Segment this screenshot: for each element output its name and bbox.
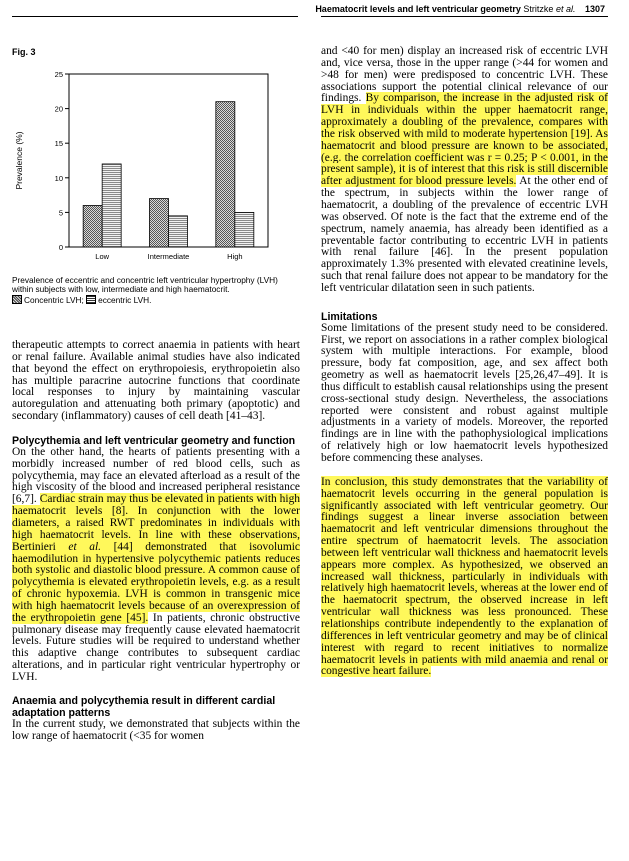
- running-authors: Stritzke: [523, 4, 554, 14]
- x-tick-label: Intermediate: [147, 252, 190, 261]
- bar-concentric-high: [216, 102, 235, 247]
- y-tick-label: 0: [58, 243, 63, 252]
- bar-concentric-intermediate: [150, 199, 169, 247]
- heading-polycythemia: Polycythemia and left ventricular geometry and function: [12, 434, 296, 447]
- prevalence-bar-chart: [0, 60, 300, 270]
- figure-label: Fig. 3: [12, 47, 36, 57]
- conclusion-paragraph: [321, 477, 608, 678]
- legend-concentric: Concentric LVH;: [24, 294, 84, 305]
- header-rule-right: [321, 16, 608, 17]
- left-paragraph-2: [12, 447, 300, 684]
- left-paragraph-3: In the current study, we demonstrated that subjects within the low range of haematocrit (<35 for women: [12, 717, 300, 742]
- y-tick-label: 5: [58, 208, 63, 218]
- bar-eccentric-intermediate: [169, 216, 188, 247]
- right-paragraph-1: and <40 for men) display an increased risk of eccentric LVH and, vice versa, those in the upper range (>44 for women and >48 for men) were predisposed to concentric LVH. These associations support the potential clinical relevance of our findings. By comparison, the increase in the adjusted risk of LVH in individuals within the upper haematocrit range, approximately a doubling of the prevalence, compares with the risk observed with mild to moderate hypertension [19]. As haematocrit and blood pressure are known to be associated, (e.g. the correlation coefficient was r = 0.25; P < 0.001, in the present sample), it is of interest that this risk is still discernible after adjustment for blood pressure levels. At the other end of the spectrum, in subjects within the lower range of haematocrit, a doubling of the prevalence of eccentric LVH was observed. Of note is the fact that the extreme end of the spectrum, namely anaemia, has already been identified as a preventable factor contributing to eccentric LVH in patients with renal failure [46]. In the present population approximately 1.3% presented with elevated creatinine levels, such that renal failure does not appear to be mandatory for the left ventricular dilatation seen in such patients.: [321, 45, 608, 294]
- y-tick-label: 20: [54, 104, 63, 114]
- header-rule-left: [12, 16, 298, 17]
- x-tick-label: High: [227, 252, 243, 261]
- running-title: Haematocrit levels and left ventricular geometry: [315, 4, 521, 14]
- bar-concentric-low: [83, 205, 102, 247]
- highlight-adjusted-risk: By comparison, the increase in the adjusted risk of LVH in individuals within the upper haematocrit range, approximately a doubling of the prevalence, compares with the risk observed with mild to moderate hypertension [19]. As haematocrit and blood pressure are known to be associated, (e.g. the correlation coefficient was r = 0.25; P < 0.001, in the present sample), it is of interest that this risk is still discernible after adjustment for blood pressure levels.: [321, 92, 608, 188]
- bar-eccentric-high: [235, 212, 254, 247]
- concentric-swatch: [12, 295, 22, 304]
- y-tick-label: 25: [54, 70, 63, 79]
- caption-text: Prevalence of eccentric and concentric left ventricular hypertrophy (LVH) within subjects with low, intermediate and high haematocrit.: [12, 275, 278, 295]
- x-tick-label: Low: [95, 252, 110, 261]
- p2-part-a: On the other hand, the hearts of patients presenting with a morbidly increased number of red blood cells, such as polycythemia, may face an elevated afterload as a result of the high viscosity of the blood and increased peripheral resistance [6,7].: [12, 445, 300, 506]
- running-header: [0, 4, 605, 14]
- y-tick-label: 15: [54, 139, 63, 149]
- y-axis-label: Prevalence (%): [14, 131, 24, 190]
- figure-caption: [12, 276, 297, 305]
- bar-eccentric-low: [102, 164, 121, 247]
- legend-eccentric: eccentric LVH.: [98, 294, 152, 305]
- left-column: [12, 340, 300, 742]
- page-number: 1307: [584, 4, 605, 14]
- eccentric-swatch: [86, 295, 96, 304]
- running-etal: et al.: [555, 4, 576, 14]
- p2-part-d: In patients, chronic obstructive pulmonary disease may frequently cause elevated haematocrit levels. Future studies will be required to understand whether this adaptive change contributes to subsequent cardiac alterations, and in particular right ventricular hypertrophy or LVH.: [12, 611, 300, 683]
- left-paragraph-1: therapeutic attempts to correct anaemia in patients with heart or renal failure. Available animal studies have also indicated that beyond the effect on erythropoiesis, erythropoietin also has multiple paracrine autocrine functions that coordinate local responses to injury by maintaining vascular autoregulation and attenuating both primary (apoptotic) and secondary (inflammatory) causes of cell death [41–43].: [12, 339, 300, 423]
- highlight-cardiac-strain: Cardiac strain may thus be elevated in patients with high haematocrit levels [8]. In conjunction with the lower diameters, a raised RWT predominates in individuals with high haematocrit levels. In line with these observations, Bertinieri et al. [44] demonstrated that isovolumic haemodilution in hypertensive polycythemic patients reduces both systolic and diastolic blood pressure. A common cause of polycythemia is elevated erythropoietin levels, e.g. as a result of chronic hypoxemia. LVH is common in transgenic mice with high haematocrit levels because of an overexpression of the erythropoietin gene [45].: [12, 493, 301, 624]
- heading-limitations: Limitations: [321, 310, 378, 323]
- right-column: [321, 46, 608, 678]
- limitations-paragraph: Some limitations of the present study need to be considered. First, we report on associations in a rather complex biological system with multiple interactions. For example, blood pressure, body fat composition, age, and sex affect both geometry as well as haematocrit levels [25,26,47–49]. It is thus difficult to establish causal relationships using the present cross-sectional study design. Nevertheless, the associations reported were consistent and robust against multiple adjustments in a variety of models. Moreover, the reported findings are in line with the pathophysiological implications of relatively high or low haematocrit levels hypothesized before commencing these analyses.: [321, 321, 608, 464]
- y-tick-label: 10: [54, 173, 63, 183]
- heading-anaemia-polycythemia: Anaemia and polycythemia result in different cardial adaptation patterns: [12, 694, 276, 719]
- highlight-conclusion: In conclusion, this study demonstrates that the variability of haematocrit levels occurring in the general population is significantly associated with left ventricular geometry. Our findings suggest a linear inverse association between haematocrit and left ventricular dimensions throughout the entire spectrum of haematocrit levels. The association between left ventricular wall thickness and haematocrit levels appears more complex. As hypothesized, we observed an increased wall thickness, particularly in individuals with relatively high haematocrit levels, whereas at the lower end of the haematocrit spectrum, the observed increase in left ventricular wall thickness was less pronounced. These relationships contribute independently to the explanation of differences in left ventricular geometry and may be of clinical interest with regard to recent initiatives to normalize haematocrit levels in patients with mild anaemia and renal or congestive heart failure.: [321, 475, 608, 678]
